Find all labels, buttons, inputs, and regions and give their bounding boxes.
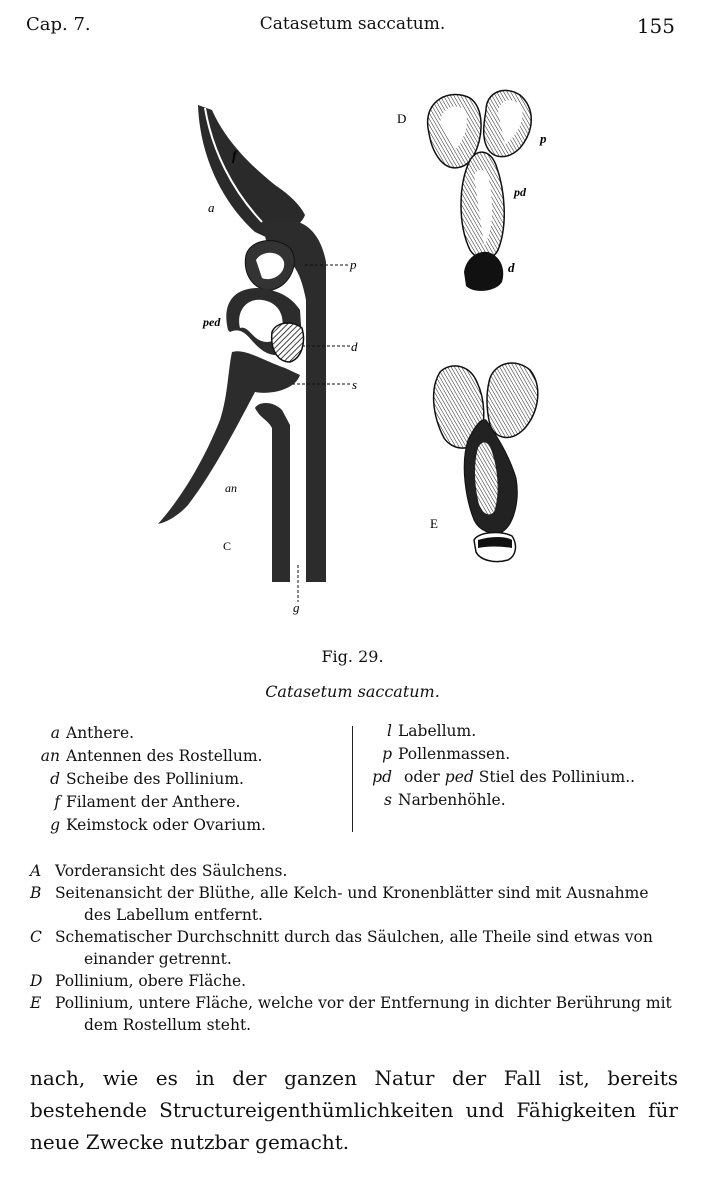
view-continuation: einander getrennt. [84,950,232,968]
label-d: d [351,339,358,354]
label-d-pd: pd [514,185,526,199]
legend-text: Anthere. [66,724,135,742]
view-text: Schematischer Durchschnitt durch das Säulchen, alle Theile sind etwas von [54,928,653,946]
legend-item [20,745,266,768]
legend-text: Narbenhöhle. [398,791,506,809]
figure-title: Catasetum saccatum. [265,682,440,701]
label-an: an [225,481,237,495]
view-descriptions [30,860,680,1036]
legend-left [20,722,266,837]
legend-text: Filament der Anthere. [66,793,241,811]
legend-item [362,743,635,766]
legend-item [20,768,266,791]
view-key: A [30,862,42,880]
section-e-drawing [434,363,538,562]
view-key: D [30,972,43,990]
legend-key: d [50,770,60,788]
label-ped: ped [203,315,221,329]
disc-shape [272,323,304,362]
legend-text: Keimstock oder Ovarium. [66,816,266,834]
label-d-d: d [508,260,515,275]
view-item-e [30,992,680,1036]
view-text: Pollinium, untere Fläche, welche vor der Entfernung in dichter Berührung mit [54,994,672,1012]
legend-item [20,722,266,745]
label-c: C [223,539,232,553]
legend-text: Scheibe des Pollinium. [66,770,244,788]
legend-text: Stiel des Pollinium.. [478,768,636,786]
view-item-c [30,926,680,970]
view-key: B [30,884,42,902]
view-text: Seitenansicht der Blüthe, alle Kelch- und Kronenblätter sind mit Ausnahme [54,884,649,902]
legend-key: g [50,816,60,834]
view-text: Vorderansicht des Säulchens. [54,862,288,880]
legend-item [362,789,635,812]
view-continuation: des Labellum entfernt. [84,906,263,924]
legend-text: Labellum. [398,722,477,740]
legend-key: an [40,747,60,765]
legend-key: s [384,791,392,809]
view-text: Pollinium, obere Fläche. [54,972,247,990]
page-number: 155 [636,14,675,38]
chapter-label: Cap. 7. [26,14,91,35]
legend-key: p [382,745,392,763]
label-s: s [352,377,358,392]
label-g: g [293,600,300,615]
legend-key: a [50,724,60,742]
disc-upper [464,252,503,291]
legend-key: l [387,722,392,740]
label-d-view: D [397,111,407,126]
view-key: C [30,928,42,946]
legend-item [20,791,266,814]
section-c-drawing [158,105,350,602]
legend-text: Antennen des Rostellum. [66,747,263,765]
figure-number: Fig. 29. [321,647,384,666]
labellum-shape [255,403,290,582]
view-continuation: dem Rostellum steht. [84,1016,252,1034]
body-paragraph: nach, wie es in der ganzen Natur der Fall ist, bereits bestehende Structureigenthümlichkeiten und Fähigkeiten für neue Zwecke nutzbar gemacht. [30,1066,678,1154]
filament-shape [198,105,305,238]
view-item-a [30,860,680,882]
view-key: E [30,994,42,1012]
legend-item [20,814,266,837]
legend-text: Pollenmassen. [398,745,511,763]
running-title: Catasetum saccatum. [259,14,446,34]
label-f: f [232,149,237,164]
view-item-b [30,882,680,926]
legend-item [362,766,635,789]
label-d-p: p [540,131,547,146]
legend-right [362,720,635,812]
legend-joiner: oder ped [404,768,474,786]
pollen-lobe-right-e [487,363,538,437]
label-p: p [350,257,357,272]
legend-key: pd [372,768,392,786]
view-item-d [30,970,680,992]
legend-divider [352,726,353,832]
label-a: a [208,200,215,215]
legend-key: f [54,793,60,811]
legend-item [362,720,635,743]
label-e-view: E [430,516,438,531]
